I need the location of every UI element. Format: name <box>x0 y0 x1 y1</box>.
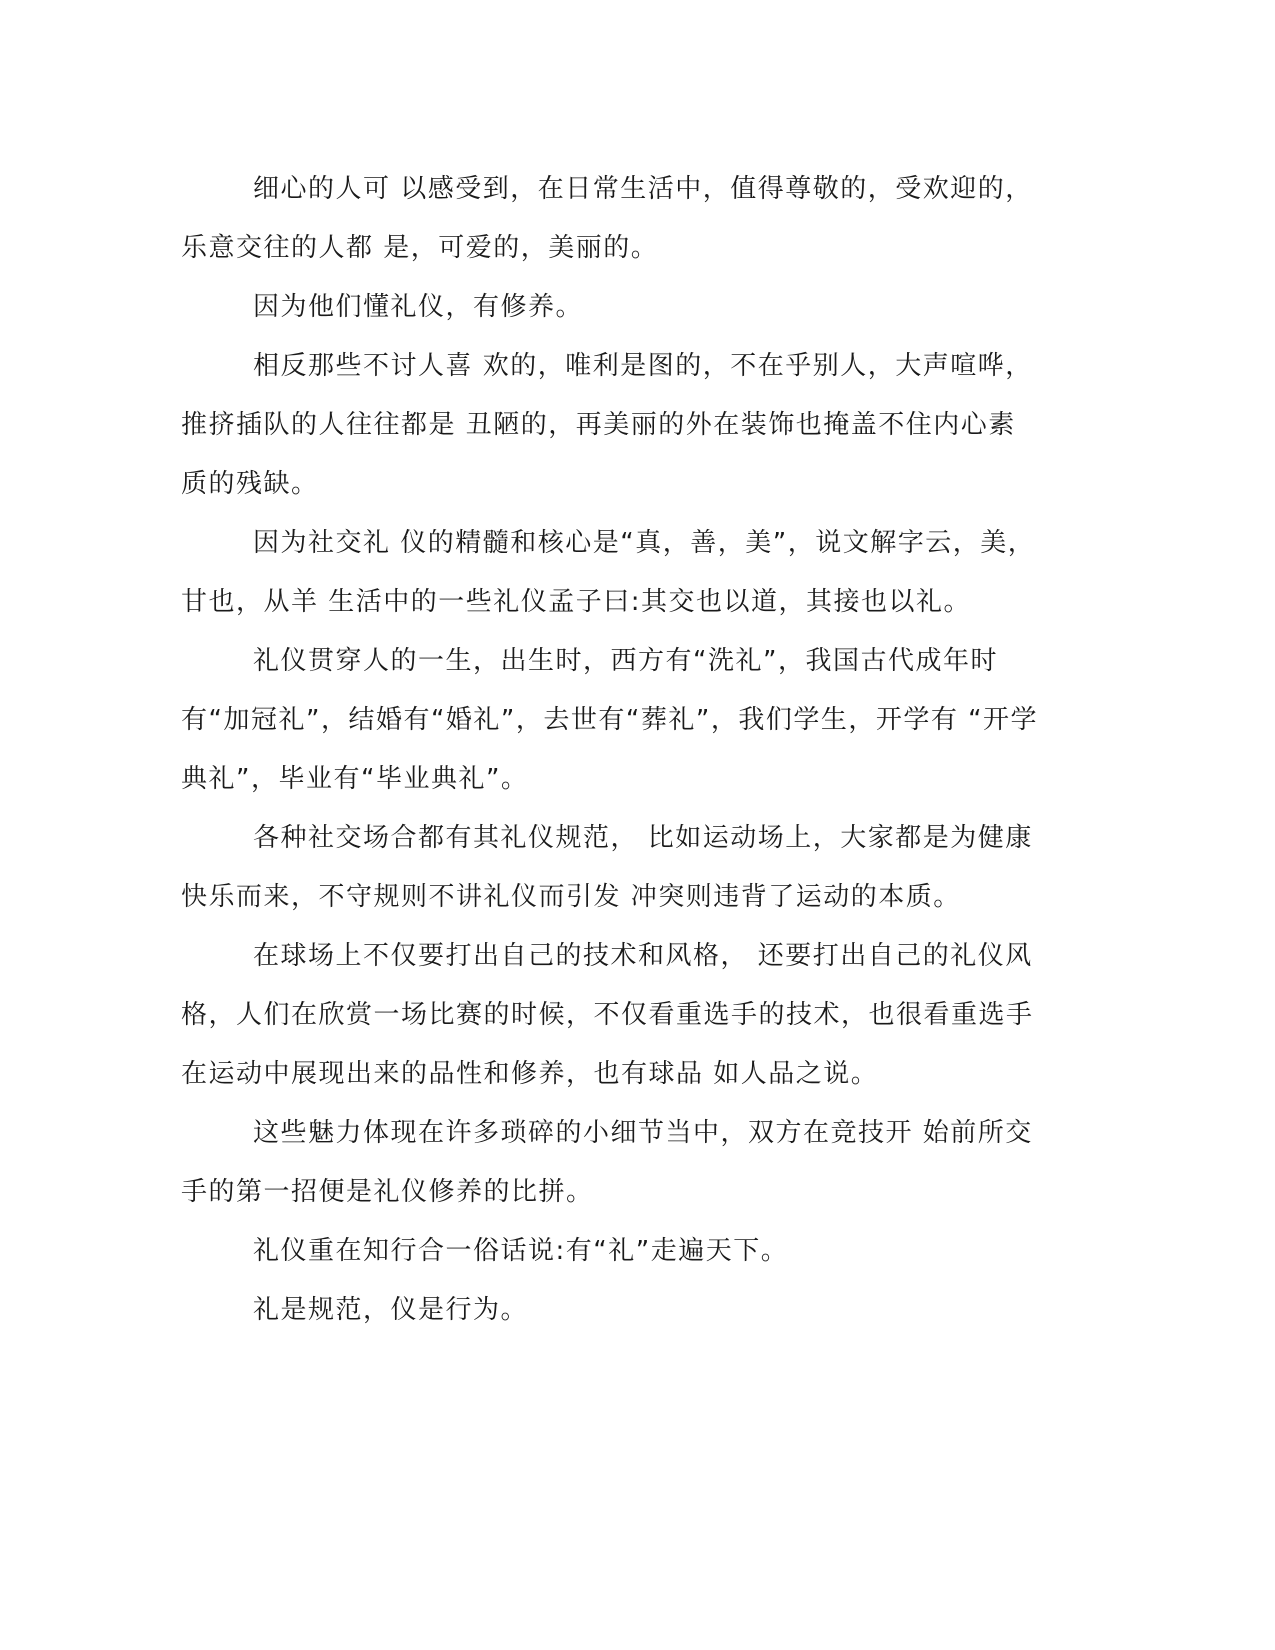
document-body <box>181 160 1041 1340</box>
paragraph: 相反那些不讨人喜 欢的，唯利是图的，不在乎别人，大声喧哗，推挤插队的人往往都是 丑陋的，再美丽的外在装饰也掩盖不住内心素质的残缺。 <box>181 351 1033 499</box>
paragraph: 细心的人可 以感受到，在日常生活中，值得尊敬的，受欢迎的，乐意交往的人都 是，可爱的，美丽的。 <box>181 174 1033 263</box>
paragraph: 礼是规范，仪是行为。 <box>253 1295 529 1325</box>
paragraph: 礼仪重在知行合一俗话说:有“礼”走遍天下。 <box>253 1236 789 1266</box>
paragraph: 这些魅力体现在许多琐碎的小细节当中，双方在竞技开 始前所交手的第一招便是礼仪修养的比拼。 <box>181 1118 1033 1207</box>
paragraph: 因为他们懂礼仪，有修养。 <box>253 292 584 322</box>
paragraph: 因为社交礼 仪的精髓和核心是“真，善，美”，说文解字云，美，甘也，从羊 生活中的一些礼仪孟子曰:其交也以道，其接也以礼。 <box>181 528 1036 617</box>
paragraph: 各种社交场合都有其礼仪规范， 比如运动场上，大家都是为健康快乐而来，不守规则不讲礼仪而引发 冲突则违背了运动的本质。 <box>181 823 1033 912</box>
paragraph: 礼仪贯穿人的一生，出生时，西方有“洗礼”，我国古代成年时 有“加冠礼”，结婚有“婚礼”，去世有“葬礼”，我们学生，开学有 “开学典礼”，毕业有“毕业典礼”。 <box>181 646 1039 794</box>
paragraph: 在球场上不仅要打出自己的技术和风格， 还要打出自己的礼仪风格，人们在欣赏一场比赛的时候，不仅看重选手的技术，也很看重选手在运动中展现出来的品性和修养，也有球品 如人品之说。 <box>181 941 1034 1089</box>
